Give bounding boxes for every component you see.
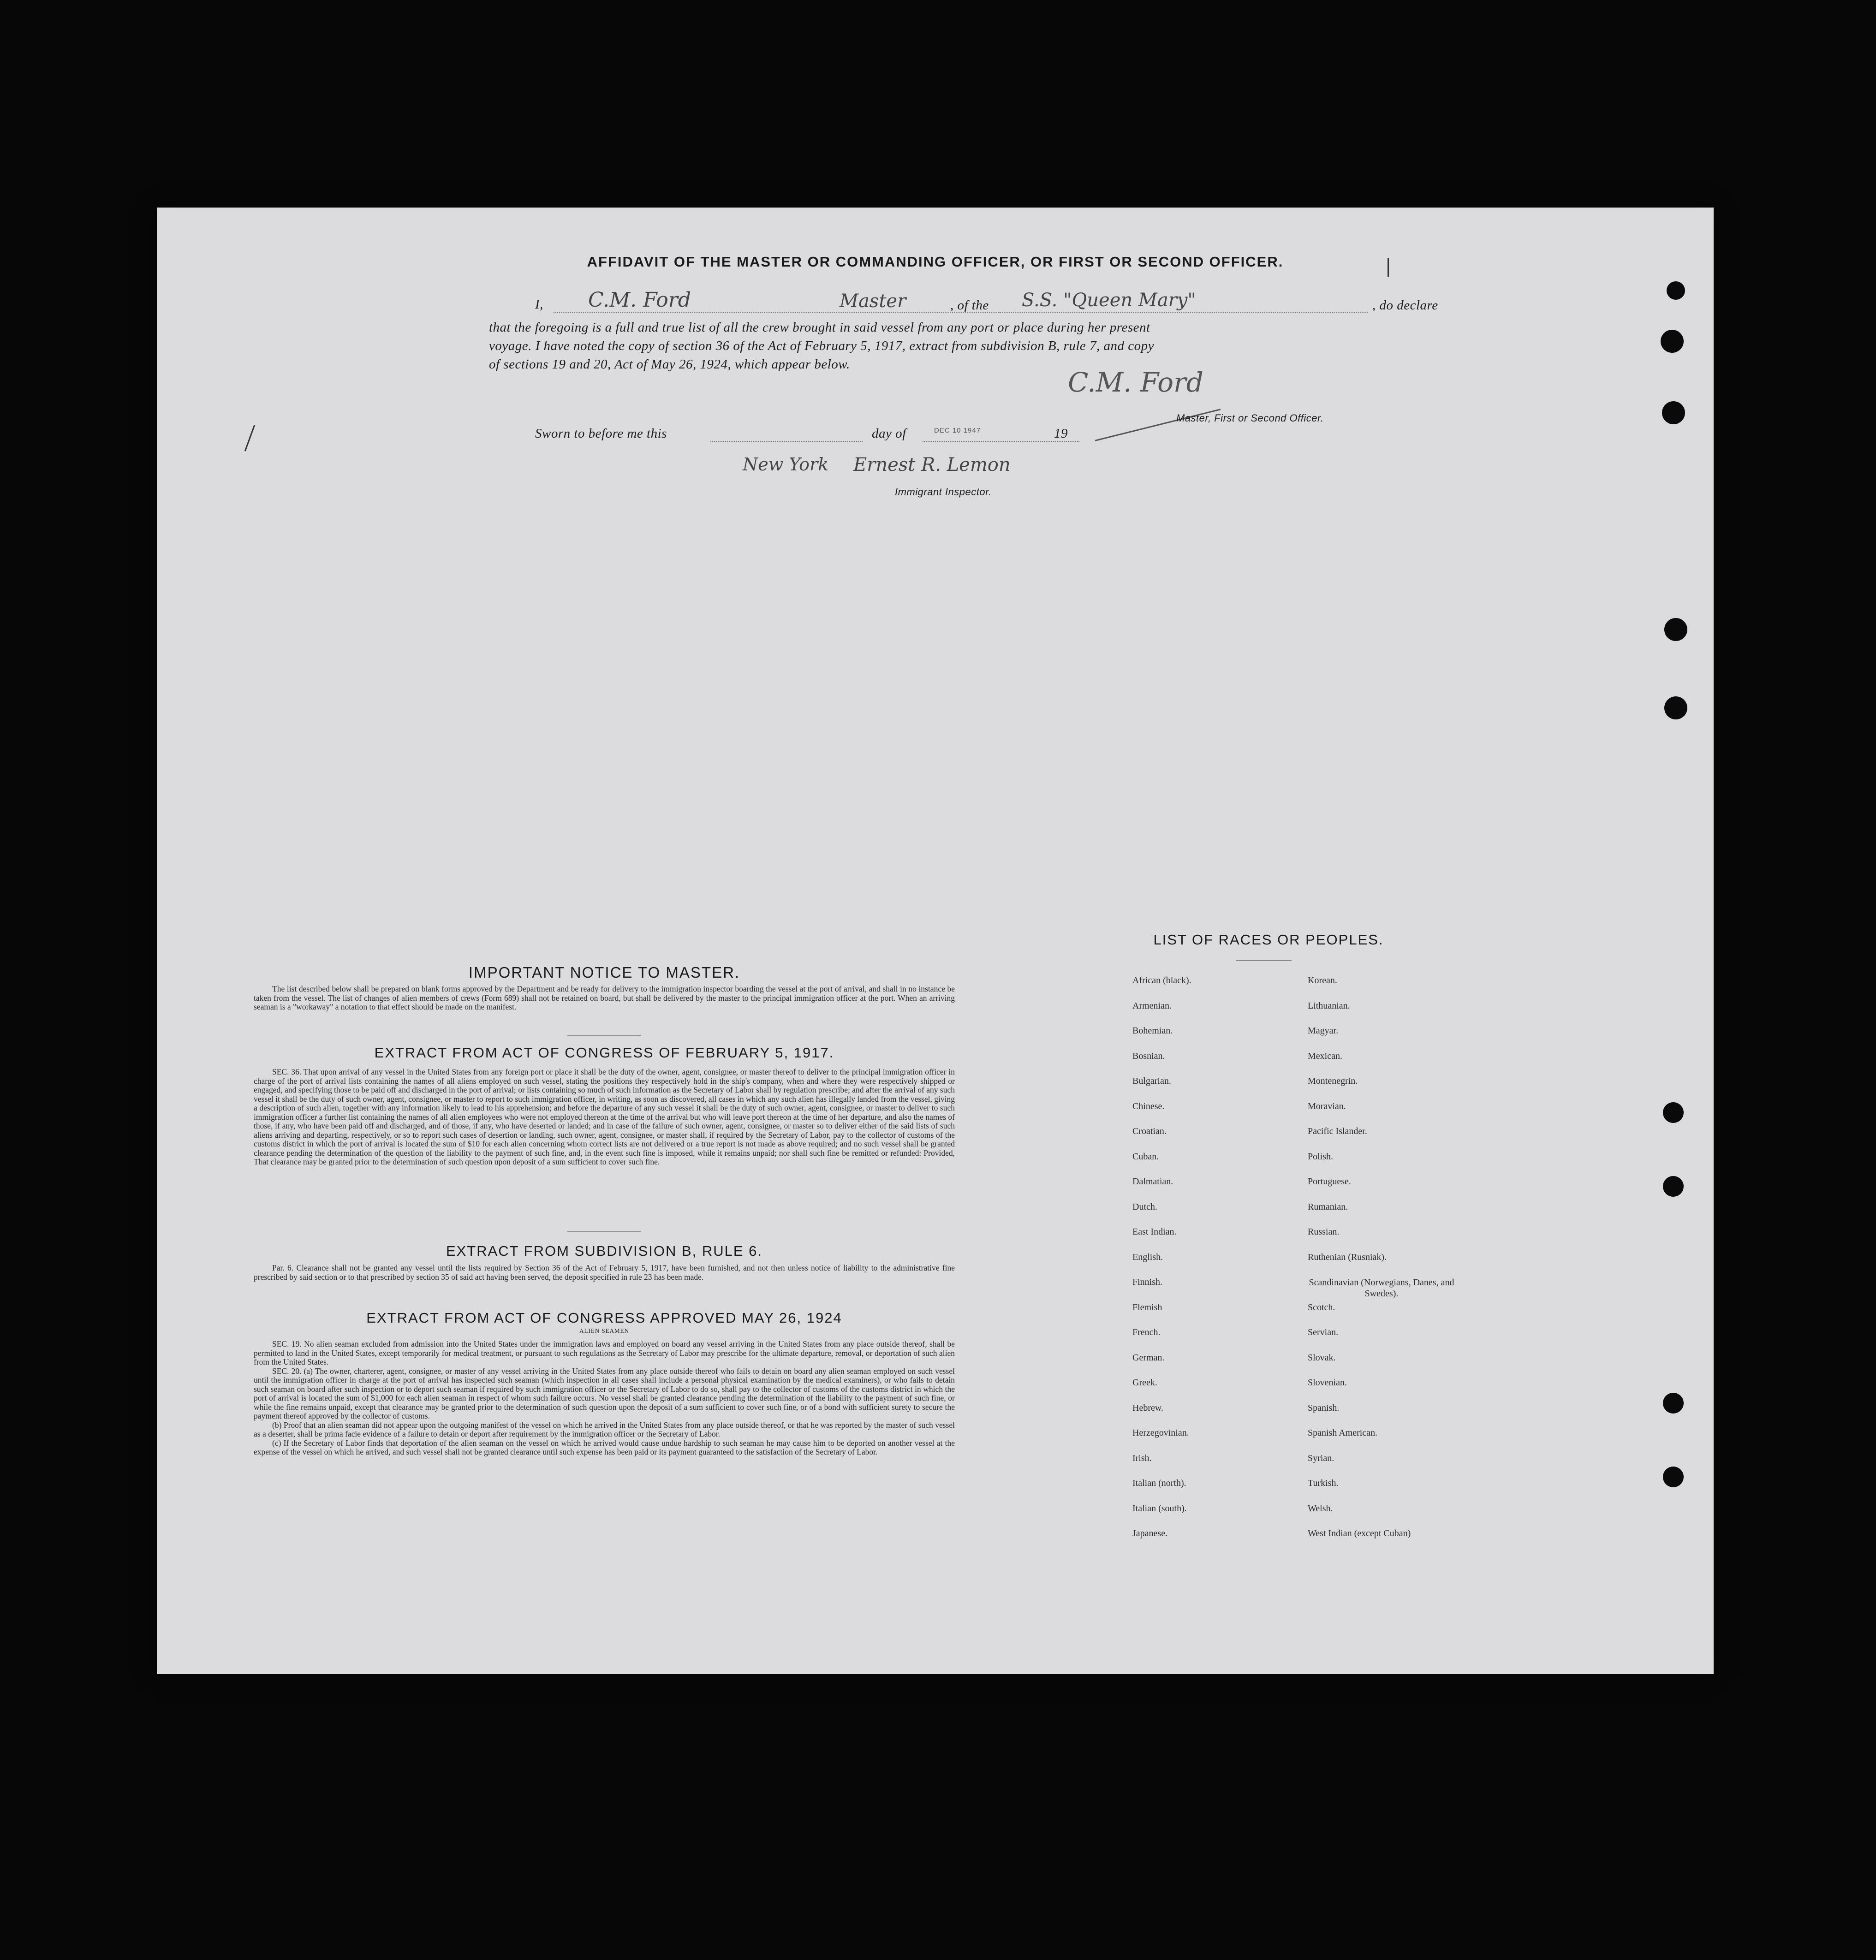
divider: [1236, 960, 1292, 961]
master-rank-handwritten: Master: [840, 291, 906, 312]
race-item: Lithuanian.: [1308, 1000, 1350, 1011]
race-item: Italian (north).: [1132, 1478, 1186, 1488]
race-item: Bohemian.: [1132, 1026, 1173, 1036]
pronoun-label: I,: [535, 297, 543, 312]
divider: [567, 1035, 641, 1036]
race-item: Montenegrin.: [1308, 1076, 1358, 1086]
race-item: Spanish American.: [1308, 1428, 1378, 1438]
race-item: Croatian.: [1132, 1126, 1167, 1136]
race-item: Dutch.: [1132, 1201, 1157, 1212]
master-officer-label: Master, First or Second Officer.: [1176, 412, 1324, 424]
race-item: Portuguese.: [1308, 1176, 1351, 1187]
race-item: Japanese.: [1132, 1528, 1168, 1538]
sworn-label: Sworn to before me this: [535, 426, 667, 441]
extract-1924-body: [254, 1340, 955, 1457]
race-item: Spanish.: [1308, 1402, 1340, 1413]
punch-hole: [1663, 1102, 1684, 1123]
affidavit-line-3: voyage. I have noted the copy of section 36 of the Act of February 5, 1917, extract from subdivision B, rule 7, and copy: [489, 339, 1155, 353]
race-item: French.: [1132, 1327, 1161, 1337]
race-item: Rumanian.: [1308, 1201, 1348, 1212]
inspector-label: Immigrant Inspector.: [895, 486, 992, 498]
race-item: Moravian.: [1308, 1101, 1346, 1111]
ink-mark: [244, 425, 255, 451]
race-item: Bulgarian.: [1132, 1076, 1171, 1086]
race-item: Herzegovinian.: [1132, 1428, 1189, 1438]
race-item: Cuban.: [1132, 1151, 1159, 1162]
race-item: Armenian.: [1132, 1000, 1172, 1011]
race-item: Scotch.: [1308, 1302, 1335, 1313]
punch-hole: [1664, 618, 1687, 641]
vessel-name-handwritten: S.S. "Queen Mary": [1022, 290, 1196, 311]
extract-rule-body: [254, 1264, 955, 1282]
section-19-paragraph: SEC. 19. No alien seaman excluded from admission into the United States under the immigration laws and employed on board any vessel arriving in the United States from any place outside thereof, shall be permitted to land in the United States, except temporarily for medical treatment, or pursuant to such regulations as the Secretary of Labor may prescribe for the ultimate departure, removal, or deportation of such alien from the United States.: [254, 1339, 955, 1366]
sworn-day-line: [710, 441, 863, 442]
master-name-handwritten: C.M. Ford: [588, 288, 691, 312]
punch-hole: [1663, 1467, 1684, 1487]
form-sheet: [157, 208, 1714, 1674]
race-item: Welsh.: [1308, 1503, 1333, 1514]
punch-hole: [1662, 401, 1685, 424]
extract-1917-body: [254, 1068, 955, 1167]
notice-body: [254, 985, 955, 1012]
affidavit-title: AFFIDAVIT OF THE MASTER OR COMMANDING OFFICER, OR FIRST OR SECOND OFFICER.: [587, 254, 1284, 270]
punch-hole: [1664, 696, 1687, 719]
year-label: 19: [1054, 426, 1068, 441]
race-item: Slovak.: [1308, 1352, 1336, 1363]
race-item: Hebrew.: [1132, 1402, 1164, 1413]
notice-title: IMPORTANT NOTICE TO MASTER.: [468, 964, 740, 981]
race-item: Polish.: [1308, 1151, 1334, 1162]
date-stamp: DEC 10 1947: [934, 427, 981, 434]
punch-hole: [1661, 330, 1684, 353]
race-item: Russian.: [1308, 1227, 1340, 1237]
extract-1917-title: EXTRACT FROM ACT OF CONGRESS OF FEBRUARY 5, 1917.: [374, 1045, 834, 1061]
punch-hole: [1667, 281, 1685, 300]
affidavit-line-4: of sections 19 and 20, Act of May 26, 1924, which appear below.: [489, 357, 850, 372]
of-the-label: , of the: [950, 298, 989, 313]
section-20b-paragraph: (b) Proof that an alien seaman did not appear upon the outgoing manifest of the vessel on which he arrived in the United States from any place outside thereof, or that he was reported by the master of such vessel as a deserter, shall be prima facie evidence of a failure to detain or deport after requirement by the immigration officer or the Secretary of Labor.: [254, 1420, 955, 1438]
alien-seamen-subtitle: ALIEN SEAMEN: [579, 1327, 629, 1334]
extract-1924-title: EXTRACT FROM ACT OF CONGRESS APPROVED MAY 26, 1924: [366, 1310, 842, 1326]
race-item: Servian.: [1308, 1327, 1339, 1337]
race-item: Greek.: [1132, 1378, 1157, 1388]
race-item: Korean.: [1308, 975, 1337, 986]
race-item: West Indian (except Cuban): [1308, 1528, 1411, 1538]
race-item: Finnish.: [1132, 1277, 1163, 1287]
section-36-paragraph: SEC. 36. That upon arrival of any vessel in the United States from any foreign port or place it shall be the duty of the owner, agent, consignee, or master thereof to deliver to the principal immigration officer in charge of the port of arrival lists containing the names of all aliens employed on such vessel, stating the positions they respectively hold in the ship's company, when and where they were respectively shipped or engaged, and specifying those to be paid off and discharged in the port of arrival; or lists containing so much of such information as the Secretary of Labor shall by regulation prescribe; and after the arrival of any such vessel it shall be the duty of such owner, agent, consignee, or master to report to such immigration officer, in writing, as soon as discovered, all cases in which any such alien has illegally landed from the vessel, giving a description of such alien, together with any information likely to lead to his apprehension; and before the departure of any such vessel it shall be the duty of such owner, agent, consignee, or master to deliver to such immigration officer a further list containing the names of all alien employees who were not employed thereon at the time of the arrival but who will leave port thereon at the time of her departure, and also the names of those, if any, who have been paid off and discharged, and of those, if any, who have deserted or landed; and in case of the failure of such owner, agent, consignee, or master so to deliver either of the said lists of such aliens arriving and departing, respectively, or so to report such cases of desertion or landing, such owner, agent, consignee, or master shall, if required by the Secretary of Labor, pay to the collector of customs of the customs district in which the port of arrival is located the sum of $10 for each alien concerning whom correct lists are not delivered or a true report is not made as above required; and no such vessel shall be granted clearance pending the determination of the question of the liability to the payment of such fine, and, in the event such fine is imposed, while it remains unpaid; nor shall such fine be remitted or refunded: Provided, That clearance may be granted prior to the determination of such question upon deposit of a sum sufficient to cover such fine.: [254, 1067, 955, 1166]
race-item: African (black).: [1132, 975, 1191, 986]
race-item: Flemish: [1132, 1302, 1162, 1313]
race-item: Bosnian.: [1132, 1051, 1165, 1061]
race-item: Italian (south).: [1132, 1503, 1187, 1514]
section-20c-paragraph: (c) If the Secretary of Labor finds that deportation of the alien seaman on the vessel on which he arrived would cause undue hardship to such seaman he may cause him to be deported on another vessel at the expense of the vessel on which he arrived, and such vessel shall not be granted clearance until such expense has been paid or its payment guaranteed to the satisfaction of the Secretary of Labor.: [254, 1438, 955, 1456]
notice-paragraph: The list described below shall be prepared on blank forms approved by the Department and be ready for delivery to the immigration inspector boarding the vessel at the port of arrival, and shall in no instance be taken from the vessel. The list of changes of alien members of crews (Form 689) shall not be retained on board, but shall be delivered by the master to the principal immigration officer at the port. When an arriving seaman is a "workaway" a notation to that effect should be made on the manifest.: [254, 984, 955, 1011]
place-handwritten: New York: [743, 454, 829, 475]
race-item: Mexican.: [1308, 1051, 1342, 1061]
extract-rule-title: EXTRACT FROM SUBDIVISION B, RULE 6.: [446, 1243, 763, 1259]
race-item: Syrian.: [1308, 1453, 1334, 1463]
master-signature: C.M. Ford: [1068, 367, 1203, 398]
race-item: Slovenian.: [1308, 1378, 1347, 1388]
punch-hole: [1663, 1393, 1684, 1414]
vessel-line: [999, 312, 1368, 313]
section-20a-paragraph: SEC. 20. (a) The owner, charterer, agent, consignee, or master of any vessel arriving in the United States from any place outside thereof who fails to detain on board any alien seaman employed on such vessel until the immigration officer in charge at the port of arrival has inspected such seaman (which inspection in all cases shall include a personal physical examination by the medical examiners), or who fails to detain such seaman on board after such inspection or to deport such seaman if required by such immigration officer or the Secretary of Labor to do so, shall pay to the collector of customs of the customs district in which the port of arrival is located the sum of $1,000 for each alien seaman in respect of whom such failure occurs. No vessel shall be granted clearance pending the determination of the liability to the payment of such fine, or while the fine remains unpaid, except that clearance may be granted prior to the determination of such question upon the deposit of a sum sufficient to cover such fine, or of a bond with sufficient surety to secure the payment thereof approved by the collector of customs.: [254, 1366, 955, 1420]
race-item: Chinese.: [1132, 1101, 1165, 1111]
declare-label: , do declare: [1372, 298, 1438, 313]
day-of-label: day of: [872, 426, 906, 441]
race-item: Turkish.: [1308, 1478, 1339, 1488]
race-item: East Indian.: [1132, 1227, 1177, 1237]
race-item: Scandinavian (Norwegians, Danes, and Swedes).: [1309, 1277, 1454, 1299]
par-6-paragraph: Par. 6. Clearance shall not be granted any vessel until the lists required by Section 36 of the Act of February 5, 1917, have been furnished, and not then unless notice of liability to the administrative fine prescribed by said section or to that prescribed by section 35 of said act having been served, the deposit specified in rule 23 has been made.: [254, 1263, 955, 1282]
race-item: Pacific Islander.: [1308, 1126, 1367, 1136]
race-item: Dalmatian.: [1132, 1176, 1173, 1187]
affidavit-line-2: that the foregoing is a full and true list of all the crew brought in said vessel from any port or place during her present: [489, 320, 1150, 335]
race-item: Irish.: [1132, 1453, 1152, 1463]
race-item: English.: [1132, 1252, 1163, 1262]
race-item: Ruthenian (Rusniak).: [1308, 1252, 1387, 1262]
divider: [567, 1231, 641, 1232]
inspector-signature: Ernest R. Lemon: [853, 454, 1011, 475]
race-item: German.: [1132, 1352, 1165, 1363]
race-item: Magyar.: [1308, 1026, 1339, 1036]
races-title: LIST OF RACES OR PEOPLES.: [1153, 932, 1384, 948]
punch-hole: [1663, 1176, 1684, 1197]
